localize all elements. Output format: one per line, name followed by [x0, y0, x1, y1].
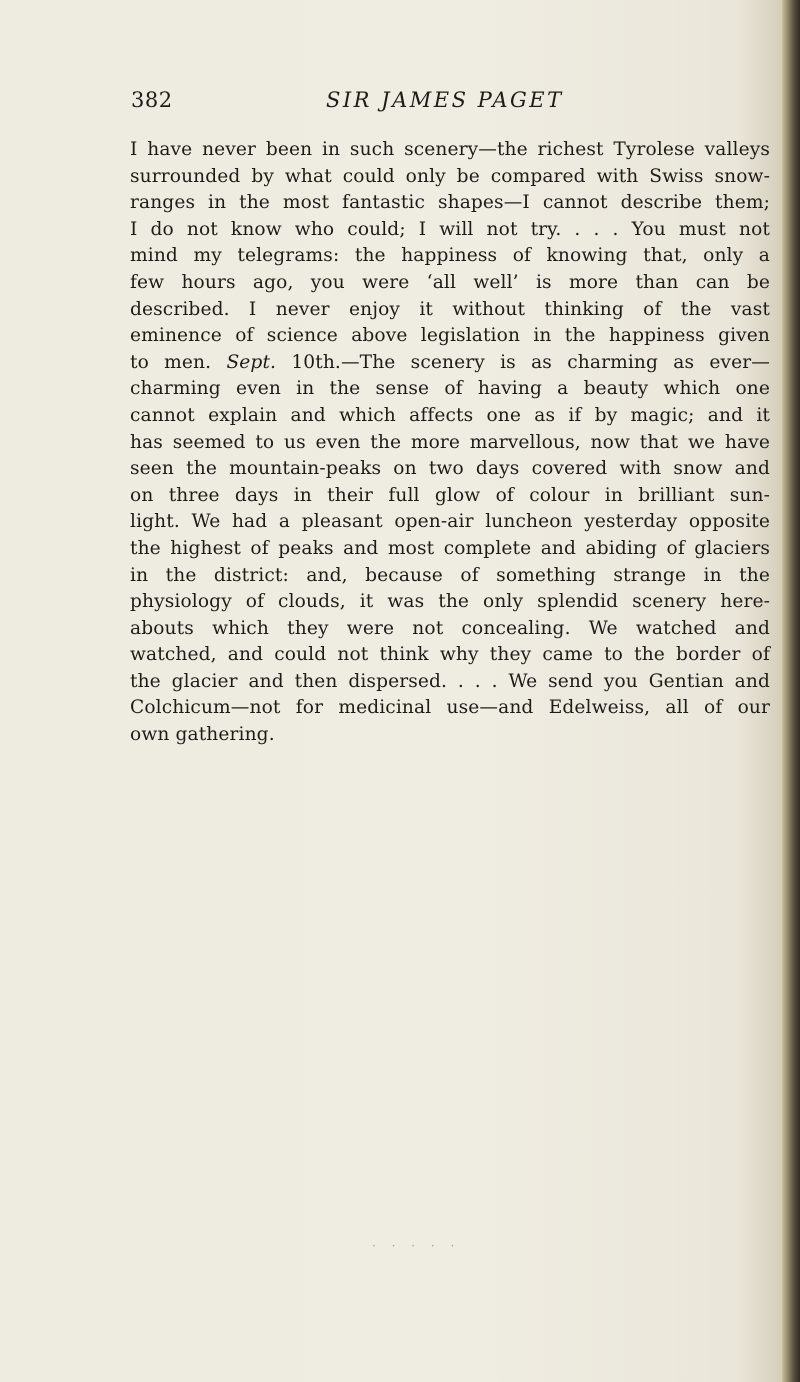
text-line: ranges in the most fantastic shapes—I cannot describe them; [130, 192, 770, 214]
date-emphasis: Sept. [226, 351, 277, 373]
text-line: physiology of clouds, it was the only splendid scenery here- [130, 591, 770, 613]
text-line: surrounded by what could only be compared with Swiss snow- [130, 165, 770, 187]
text-line: cannot explain and which affects one as if by magic; and it [130, 404, 770, 426]
text-line: the highest of peaks and most complete and abiding of glaciers [130, 537, 770, 559]
text-line: mind my telegrams: the happiness of knowing that, only a [130, 245, 770, 267]
print-specks: · · · · · [372, 1239, 461, 1253]
body-paragraph [130, 137, 770, 749]
text-line: few hours ago, you were ‘all well’ is more than can be [130, 271, 770, 293]
text-line: to men. Sept. 10th.—The scenery is as charming as ever— [130, 351, 770, 373]
text-line: described. I never enjoy it without thinking of the vast [130, 298, 770, 320]
text-line: watched, and could not think why they came to the border of [130, 644, 770, 666]
text-line: I have never been in such scenery—the richest Tyrolese valleys [130, 139, 770, 160]
text-line: the glacier and then dispersed. . . . We send you Gentian and [130, 670, 770, 692]
text-line: own gathering. [130, 724, 275, 746]
text-line: I do not know who could; I will not try. . . . You must not [130, 218, 770, 240]
text-line: abouts which they were not concealing. We watched and [130, 617, 770, 639]
text-line: light. We had a pleasant open-air luncheon yesterday opposite [130, 511, 770, 533]
text-line: has seemed to us even the more marvellous, now that we have [130, 431, 770, 453]
text-line: seen the mountain-peaks on two days covered with snow and [130, 458, 770, 480]
running-head: SIR JAMES PAGET [326, 88, 564, 112]
text-line: in the district: and, because of something strange in the [130, 564, 770, 586]
page-header [131, 88, 767, 118]
text-line: eminence of science above legislation in the happiness given [130, 325, 770, 347]
text-line: charming even in the sense of having a beauty which one [130, 378, 770, 400]
page-number: 382 [131, 88, 173, 112]
book-binding-edge [782, 0, 800, 1382]
text-line: Colchicum—not for medicinal use—and Edelweiss, all of our [130, 697, 770, 719]
text-line: on three days in their full glow of colour in brilliant sun- [130, 484, 770, 506]
